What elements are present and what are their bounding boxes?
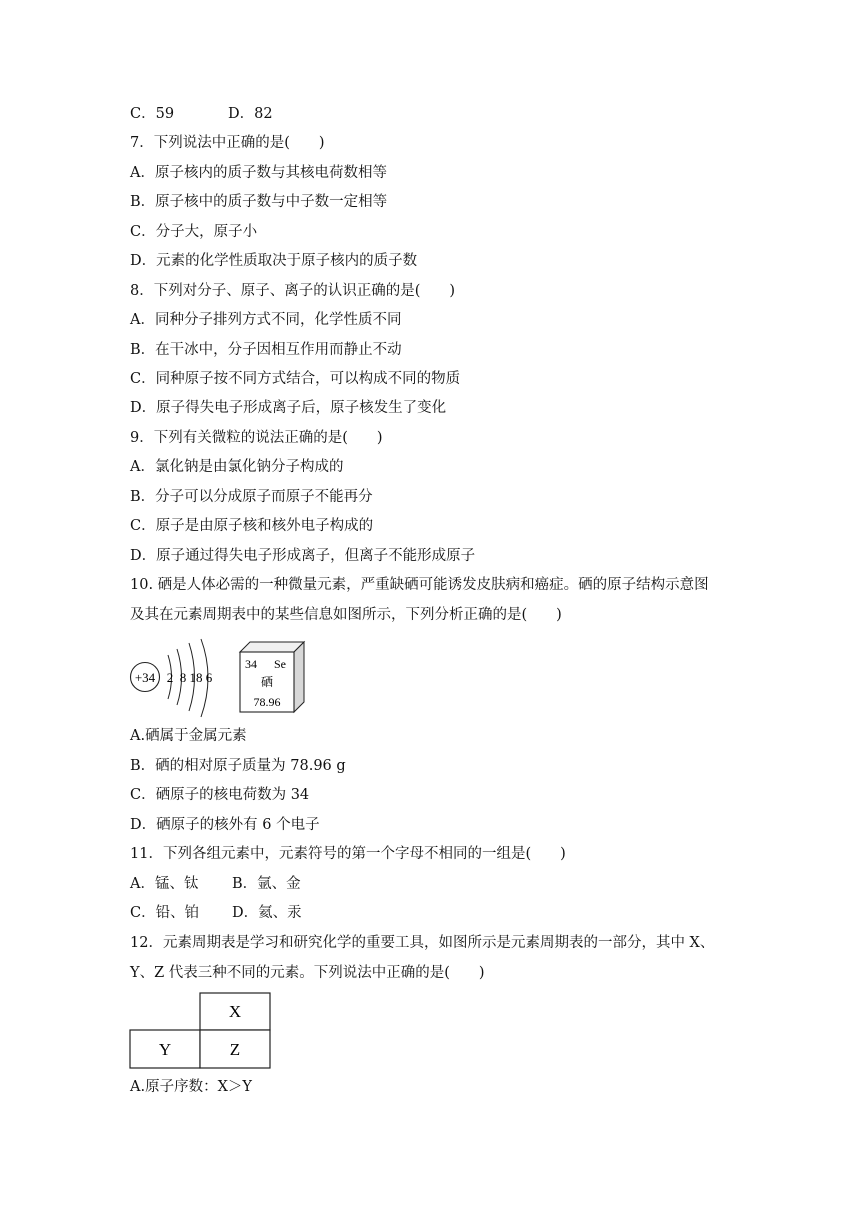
- shell-3-electrons: 18: [189, 670, 203, 685]
- cell-y-label: Y: [158, 1040, 172, 1059]
- q7-option-a: A．原子核内的质子数与其核电荷数相等: [130, 165, 387, 181]
- q8-stem: 8．下列对分子、原子、离子的认识正确的是( ): [130, 283, 456, 299]
- q9-option-d: D．原子通过得失电子形成离子，但离子不能形成原子: [130, 548, 476, 564]
- shell-4-electrons: 6: [205, 670, 213, 685]
- q10-stem-line2: 及其在元素周期表中的某些信息如图所示，下列分析正确的是( ): [130, 607, 562, 623]
- card-top-face: [240, 642, 304, 652]
- q7-option-b: B．原子核中的质子数与中子数一定相等: [130, 194, 388, 210]
- element-atomic-number: 34: [245, 657, 257, 671]
- q6-option-c: C．59: [130, 106, 175, 122]
- q8-option-c: C．同种原子按不同方式结合，可以构成不同的物质: [130, 371, 461, 387]
- q8-option-b: B．在干冰中，分子因相互作用而静止不动: [130, 342, 402, 358]
- shell-2-electrons: 8: [179, 670, 187, 685]
- q11-stem: 11．下列各组元素中，元素符号的第一个字母不相同的一组是( ): [130, 846, 566, 862]
- q6-option-d: D．82: [228, 106, 273, 122]
- card-side-face: [294, 642, 304, 712]
- periodic-table-fragment: [129, 992, 273, 1070]
- q11-options-row-1: [130, 874, 301, 894]
- q9-option-a: A．氯化钠是由氯化钠分子构成的: [130, 459, 344, 475]
- element-name: 硒: [260, 675, 274, 689]
- shell-1-electrons: 2: [166, 670, 174, 685]
- q9-stem: 9．下列有关微粒的说法正确的是( ): [130, 430, 383, 446]
- q10-option-c: C．硒原子的核电荷数为 34: [130, 787, 310, 803]
- q12-stem-line1: 12．元素周期表是学习和研究化学的重要工具，如图所示是元素周期表的一部分，其中 X、: [130, 935, 715, 951]
- q9-option-c: C．原子是由原子核和核外电子构成的: [130, 518, 374, 534]
- q10-option-b: B．硒的相对原子质量为 78.96 g: [130, 758, 346, 774]
- q11-option-a: A．锰、钛: [130, 876, 199, 892]
- q8-option-a: A．同种分子排列方式不同，化学性质不同: [130, 312, 402, 328]
- element-symbol: Se: [274, 657, 286, 671]
- q7-stem: 7．下列说法中正确的是( ): [130, 135, 325, 151]
- q9-option-b: B．分子可以分成原子而原子不能再分: [130, 489, 373, 505]
- cell-x-label: X: [228, 1002, 242, 1021]
- q7-option-c: C．分子大，原子小: [130, 224, 258, 240]
- q10-option-d: D．硒原子的核外有 6 个电子: [130, 817, 320, 833]
- cell-z-label: Z: [229, 1040, 241, 1059]
- q11-option-d: D．氦、汞: [232, 905, 302, 921]
- q11-option-b: B．氩、金: [232, 876, 301, 892]
- q7-option-d: D．元素的化学性质取决于原子核内的质子数: [130, 253, 418, 269]
- q10-option-a: A.硒属于金属元素: [130, 728, 247, 744]
- q10-stem-line1: 10. 硒是人体必需的一种微量元素，严重缺硒可能诱发皮肤病和癌症。硒的原子结构示意图: [130, 577, 709, 593]
- element-atomic-mass: 78.96: [253, 695, 281, 709]
- q12-stem-line2: Y、Z 代表三种不同的元素。下列说法中正确的是( ): [130, 965, 485, 981]
- q11-option-c: C．铅、铂: [130, 905, 200, 921]
- q12-option-a: A.原子序数：X＞Y: [130, 1079, 252, 1095]
- nucleus-charge: +34: [134, 670, 156, 685]
- q6-options-line: [130, 104, 273, 124]
- q8-option-d: D．原子得失电子形成离子后，原子核发生了变化: [130, 400, 447, 416]
- q11-options-row-2: [130, 903, 302, 923]
- selenium-atom-structure-diagram: [128, 637, 218, 719]
- selenium-element-card: [238, 640, 308, 716]
